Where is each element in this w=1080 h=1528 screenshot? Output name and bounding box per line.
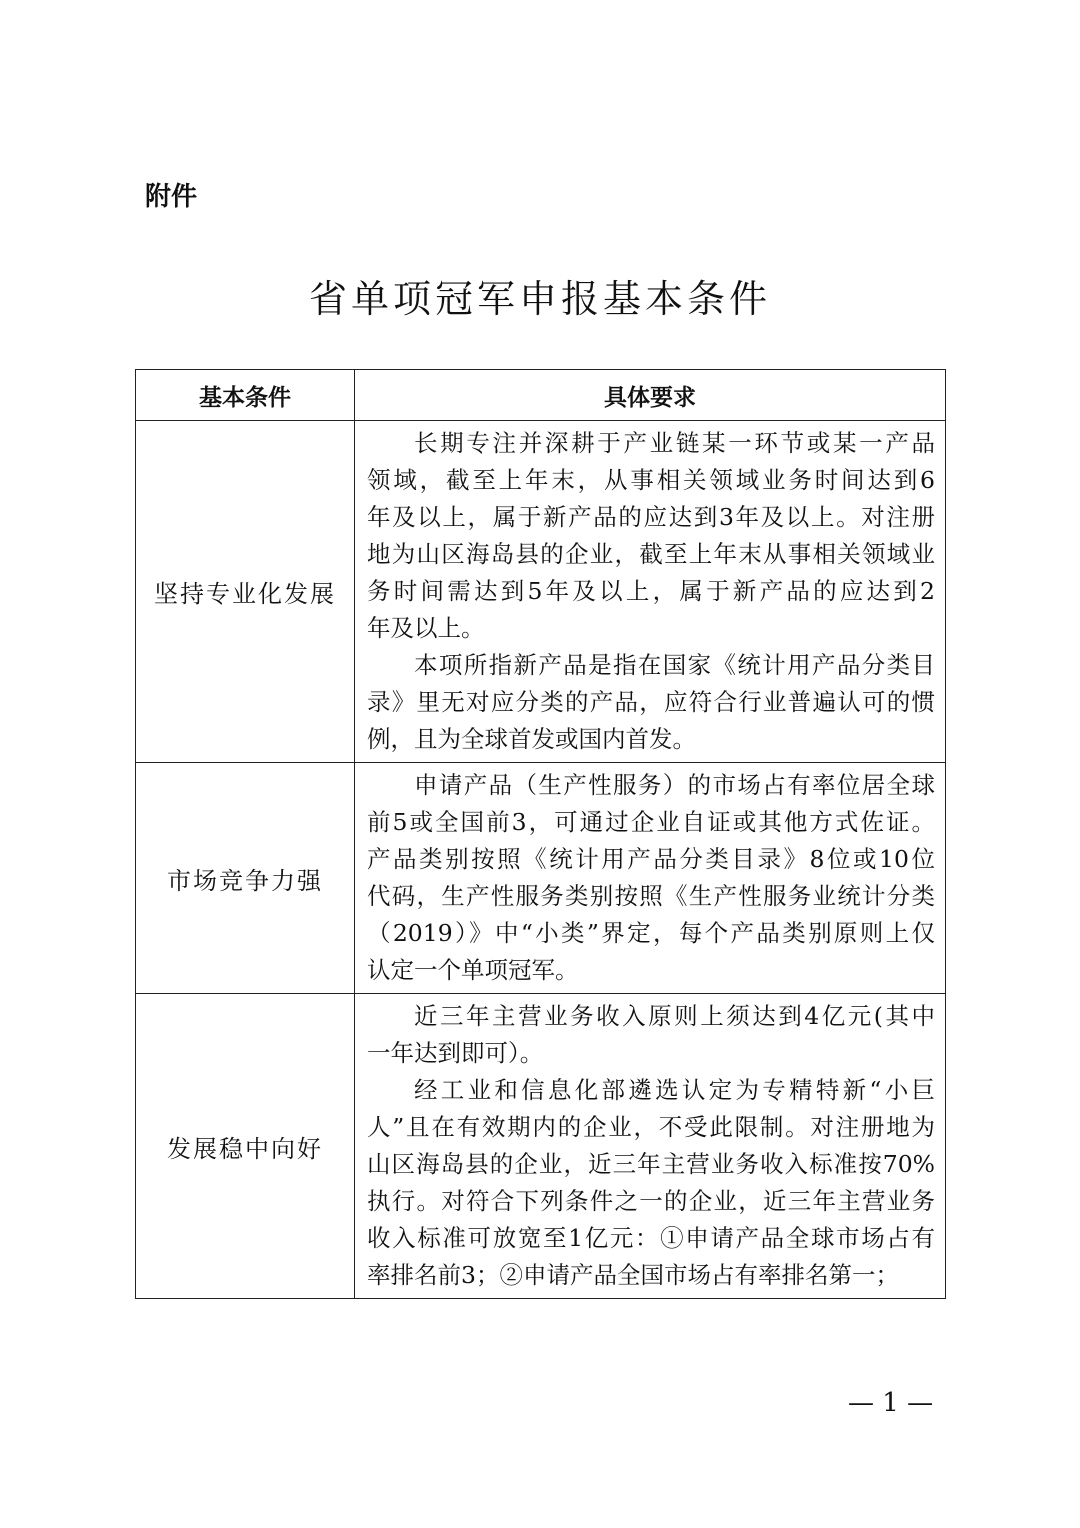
condition-cell: 发展稳中向好	[136, 994, 355, 1299]
requirement-line: 经工业和信息化部遴选认定为专精特新“小巨	[414, 1076, 935, 1104]
table-row	[136, 763, 946, 994]
header-basic-condition: 基本条件	[136, 370, 355, 421]
conditions-table	[135, 369, 946, 1299]
table-row	[136, 994, 946, 1299]
requirement-line: 例，且为全球首发或国内首发。	[367, 725, 696, 753]
requirement-line: 认定一个单项冠军。	[367, 956, 579, 984]
document-title: 省单项冠军申报基本条件	[308, 277, 771, 321]
requirement-line: 产品类别按照《统计用产品分类目录》8位或10位	[367, 845, 935, 873]
table-row	[136, 421, 946, 763]
page-number: — 1 —	[848, 1388, 934, 1418]
requirement-line: 领域，截至上年末，从事相关领域业务时间达到6	[367, 466, 935, 494]
requirement-line: 申请产品（生产性服务）的市场占有率位居全球	[414, 771, 935, 799]
requirement-cell	[355, 421, 946, 763]
requirement-line: 年及以上，属于新产品的应达到3年及以上。对注册	[367, 503, 935, 531]
table-header-row	[136, 370, 946, 421]
requirement-cell	[355, 994, 946, 1299]
requirement-line: 前5或全国前3，可通过企业自证或其他方式佐证。	[367, 808, 935, 836]
requirement-line: 年及以上。	[367, 614, 485, 642]
requirement-line: 人”且在有效期内的企业，不受此限制。对注册地为	[367, 1113, 935, 1141]
attachment-label: 附件	[145, 182, 198, 212]
requirement-line: 近三年主营业务收入原则上须达到4亿元(其中	[414, 1002, 935, 1030]
requirement-line: 一年达到即可）。	[367, 1039, 544, 1067]
requirement-line: 长期专注并深耕于产业链某一环节或某一产品	[414, 429, 935, 457]
requirement-line: 收入标准可放宽至1亿元：①申请产品全球市场占有	[367, 1224, 935, 1252]
requirement-line: 执行。对符合下列条件之一的企业，近三年主营业务	[367, 1187, 935, 1215]
requirement-line: 本项所指新产品是指在国家《统计用产品分类目	[414, 651, 935, 679]
header-specific-requirements: 具体要求	[355, 370, 946, 421]
requirement-line: 率排名前3；②申请产品全国市场占有率排名第一；	[367, 1261, 899, 1289]
requirement-line: 录》里无对应分类的产品，应符合行业普遍认可的惯	[367, 688, 935, 716]
requirement-cell	[355, 763, 946, 994]
requirement-line: 代码，生产性服务类别按照《生产性服务业统计分类	[367, 882, 935, 910]
requirement-line: （2019）》中“小类”界定，每个产品类别原则上仅	[367, 919, 935, 947]
requirement-line: 务时间需达到5年及以上，属于新产品的应达到2	[367, 577, 935, 605]
requirement-line: 山区海岛县的企业，近三年主营业务收入标准按70%	[367, 1150, 935, 1178]
condition-cell: 坚持专业化发展	[136, 421, 355, 763]
condition-cell: 市场竞争力强	[136, 763, 355, 994]
requirement-line: 地为山区海岛县的企业，截至上年末从事相关领域业	[367, 540, 935, 568]
